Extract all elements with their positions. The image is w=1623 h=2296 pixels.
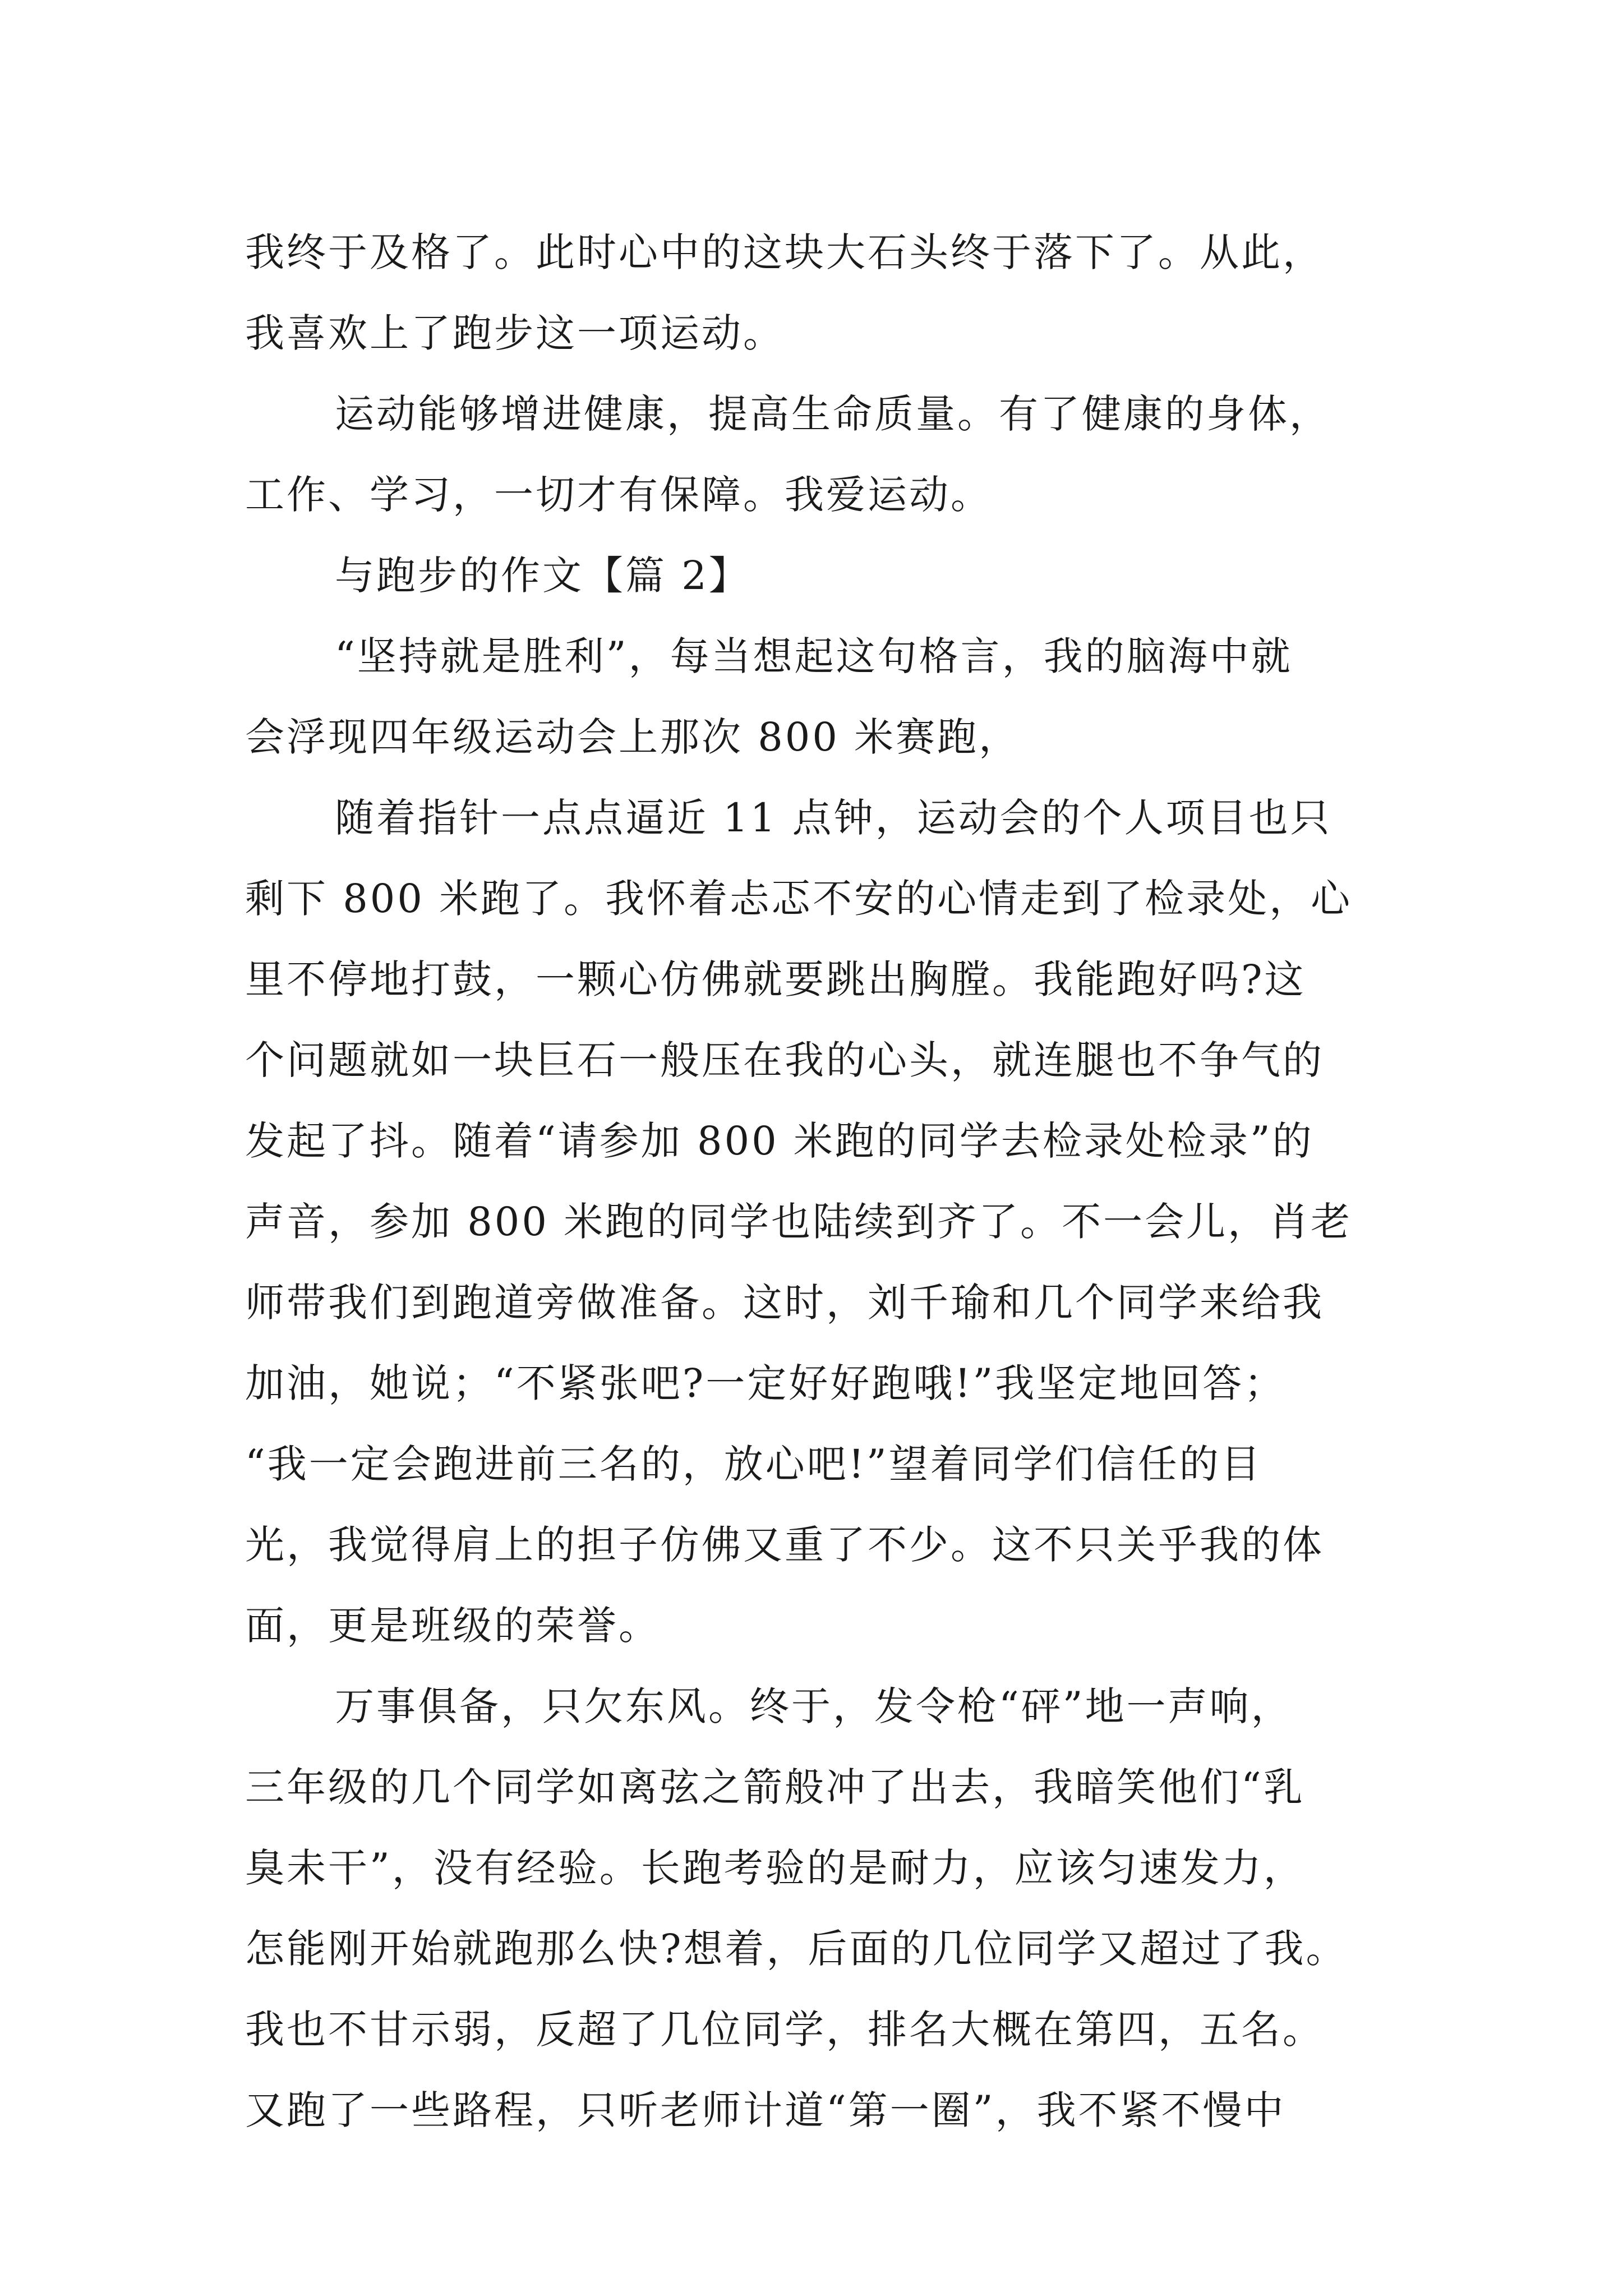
text-line: 怎能刚开始就跑那么快?想着，后面的几位同学又超过了我。 bbox=[245, 1926, 1348, 1972]
text-line: 会浮现四年级运动会上那次 800 米赛跑， bbox=[245, 714, 1021, 760]
text-line: 臭未干”，没有经验。长跑考验的是耐力，应该匀速发力， bbox=[245, 1845, 1305, 1891]
text-line: 工作、学习，一切才有保障。我爱运动。 bbox=[245, 472, 992, 518]
text-line: 里不停地打鼓，一颗心仿佛就要跳出胸膛。我能跑好吗?这 bbox=[245, 956, 1306, 1002]
text-line: 师带我们到跑道旁做准备。这时，刘千瑜和几个同学来给我 bbox=[245, 1280, 1324, 1326]
text-line: 光，我觉得肩上的担子仿佛又重了不少。这不只关乎我的体 bbox=[245, 1522, 1324, 1568]
text-line: “坚持就是胜利”，每当想起这句格言，我的脑海中就 bbox=[335, 633, 1293, 679]
text-line: 我终于及格了。此时心中的这块大石头终于落下了。从此， bbox=[245, 229, 1324, 275]
text-line: 又跑了一些路程，只听老师计道“第一圈”，我不紧不慢中 bbox=[245, 2087, 1286, 2133]
text-line: 万事俱备，只欠东风。终于，发令枪“砰”地一声响， bbox=[335, 1683, 1293, 1729]
text-line: “我一定会跑进前三名的，放心吧!”望着同学们信任的目 bbox=[245, 1441, 1262, 1487]
text-line: 发起了抖。随着“请参加 800 米跑的同学去检录处检录”的 bbox=[245, 1118, 1314, 1164]
text-line: 声音，参加 800 米跑的同学也陆续到齐了。不一会儿，肖老 bbox=[245, 1199, 1353, 1245]
text-line: 我也不甘示弱，反超了几位同学，排名大概在第四，五名。 bbox=[245, 2007, 1324, 2053]
text-line: 面，更是班级的荣誉。 bbox=[245, 1603, 660, 1649]
text-line: 加油，她说；“不紧张吧?一定好好跑哦!”我坚定地回答； bbox=[245, 1360, 1286, 1406]
text-line: 与跑步的作文【篇 2】 bbox=[335, 553, 750, 599]
text-line: 我喜欢上了跑步这一项运动。 bbox=[245, 310, 785, 356]
text-line: 个问题就如一块巨石一般压在我的心头，就连腿也不争气的 bbox=[245, 1037, 1324, 1083]
text-line: 随着指针一点点逼近 11 点钟，运动会的个人项目也只 bbox=[335, 795, 1332, 841]
text-line: 剩下 800 米跑了。我怀着忐忑不安的心情走到了检录处，心 bbox=[245, 876, 1353, 922]
text-line: 三年级的几个同学如离弦之箭般冲了出去，我暗笑他们“乳 bbox=[245, 1764, 1305, 1810]
text-line: 运动能够增进健康，提高生命质量。有了健康的身体， bbox=[335, 391, 1331, 437]
body-text bbox=[245, 212, 1400, 2151]
